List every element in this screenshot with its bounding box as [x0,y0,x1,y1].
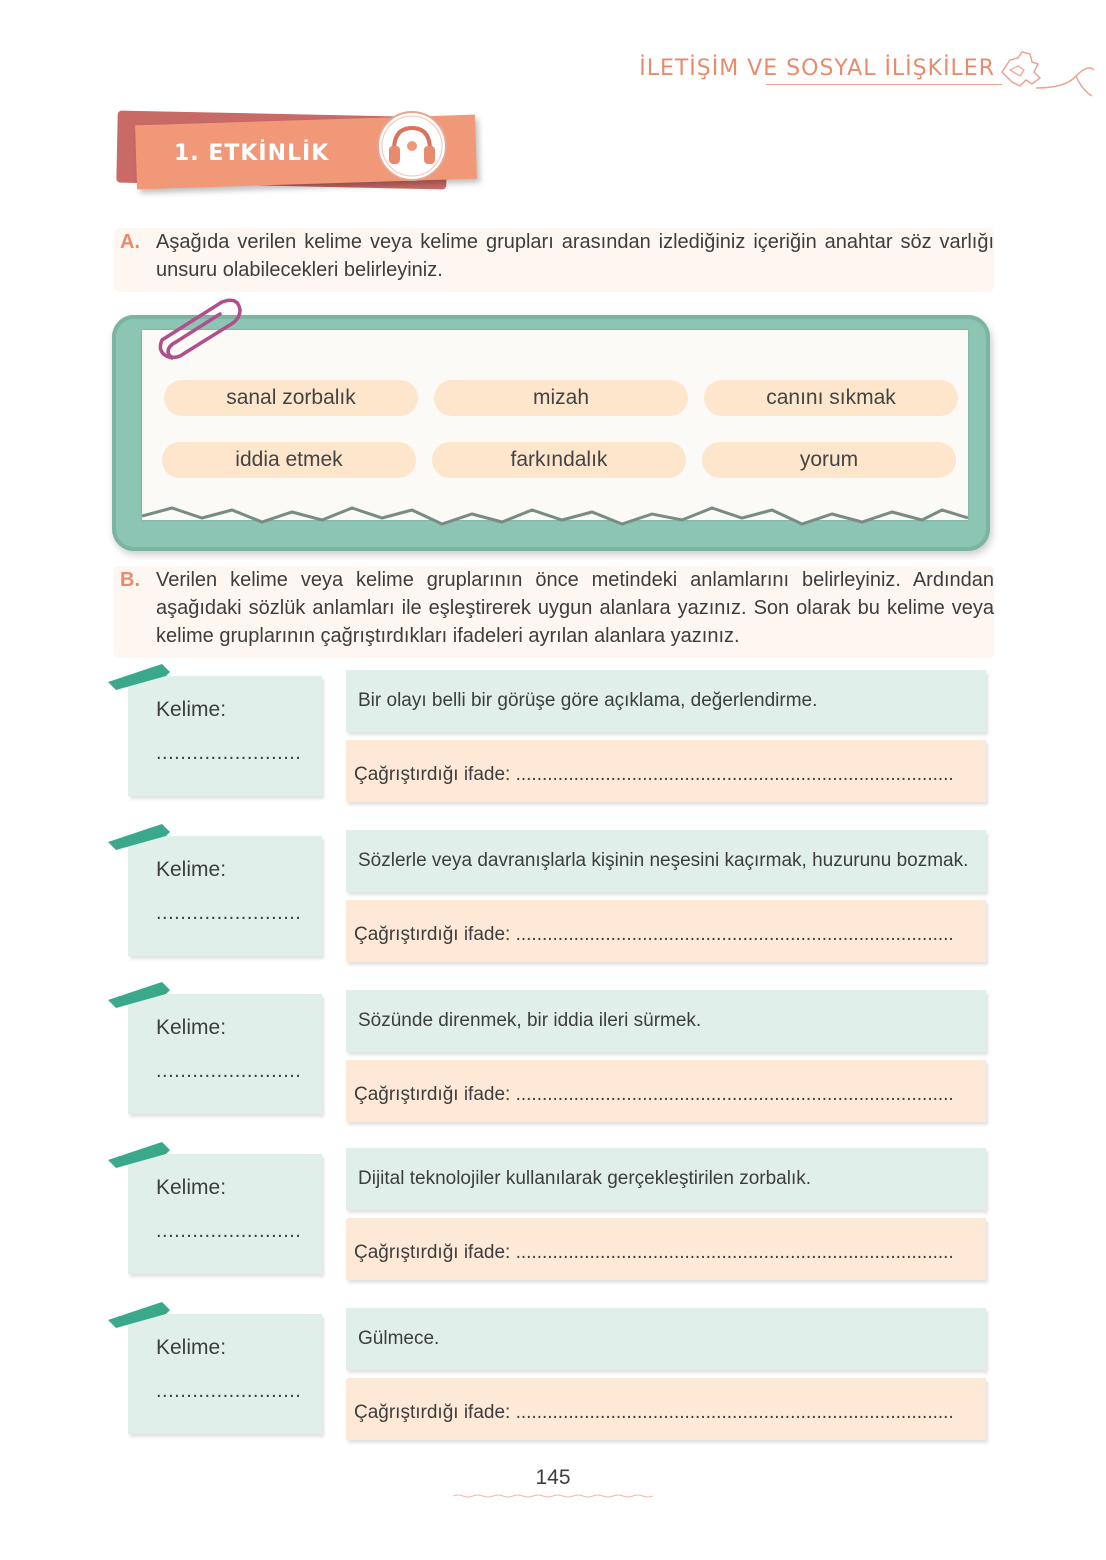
definition-card: Sözlerle veya davranışlarla kişinin neşesini kaçırmak, huzurunu bozmak. [346,830,986,892]
page-number-underline [453,1494,653,1498]
word-blank[interactable]: ........................ [156,1220,302,1242]
word-blank[interactable]: ........................ [156,1060,302,1082]
association-field[interactable]: Çağrıştırdığı ifade: ................................................................................... [346,1378,986,1440]
word-card [128,1154,322,1274]
word-chip: sanal zorbalık [164,380,418,416]
section-b-letter: B. [120,569,140,591]
word-chip: iddia etmek [162,442,416,478]
word-label: Kelime: [156,858,227,881]
unit-title: İLETİŞİM VE SOSYAL İLİŞKİLER [639,56,995,81]
section-b-text: Verilen kelime veya kelime gruplarının önce metindeki anlamlarını belirleyiniz. Ardından aşağıdaki sözlük anlamları ile eşleştirerek uygun alanlara yazınız. Son olarak bu kelime veya kelime gruplarının çağrıştırdıkları ifadeleri ayrılan alanlara yazınız. [156,569,994,647]
word-label: Kelime: [156,1176,227,1199]
word-label: Kelime: [156,1016,227,1039]
association-field[interactable]: Çağrıştırdığı ifade: ................................................................................... [346,1060,986,1122]
headphones-icon [376,110,448,182]
word-card [128,676,322,796]
paperclip-icon [150,294,246,374]
tape-decoration [106,1140,172,1168]
word-card [128,836,322,956]
word-blank[interactable]: ........................ [156,902,302,924]
word-chip: farkındalık [432,442,686,478]
tape-decoration [106,822,172,850]
header-underline [766,84,1002,85]
association-field[interactable]: Çağrıştırdığı ifade: ................................................................................... [346,740,986,802]
word-blank[interactable]: ........................ [156,742,302,764]
section-a-instruction [114,228,994,292]
section-b-instruction [114,566,994,658]
definition-card: Gülmece. [346,1308,986,1370]
word-blank[interactable]: ........................ [156,1380,302,1402]
word-label: Kelime: [156,1336,227,1359]
section-a-text: Aşağıda verilen kelime veya kelime grupları arasından izlediğiniz içeriğin anahtar söz varlığı unsuru olabilecekleri belirleyiniz. [156,231,994,281]
word-card [128,994,322,1114]
word-chip: mizah [434,380,688,416]
definition-card: Sözünde direnmek, bir iddia ileri sürmek. [346,990,986,1052]
page-number: 145 [535,1466,571,1489]
definition-card: Dijital teknolojiler kullanılarak gerçekleştirilen zorbalık. [346,1148,986,1210]
tape-decoration [106,662,172,690]
association-field[interactable]: Çağrıştırdığı ifade: ................................................................................... [346,900,986,962]
word-label: Kelime: [156,698,227,721]
association-field[interactable]: Çağrıştırdığı ifade: ................................................................................... [346,1218,986,1280]
definition-card: Bir olayı belli bir görüşe göre açıklama, değerlendirme. [346,670,986,732]
word-chip: canını sıkmak [704,380,958,416]
torn-paper-edge [142,480,968,540]
word-card [128,1314,322,1434]
word-chip: yorum [702,442,956,478]
activity-title: 1. ETKİNLİK [174,141,330,166]
section-a-letter: A. [120,231,140,253]
tape-decoration [106,1300,172,1328]
puzzle-ornament-icon [996,44,1096,104]
tape-decoration [106,980,172,1008]
